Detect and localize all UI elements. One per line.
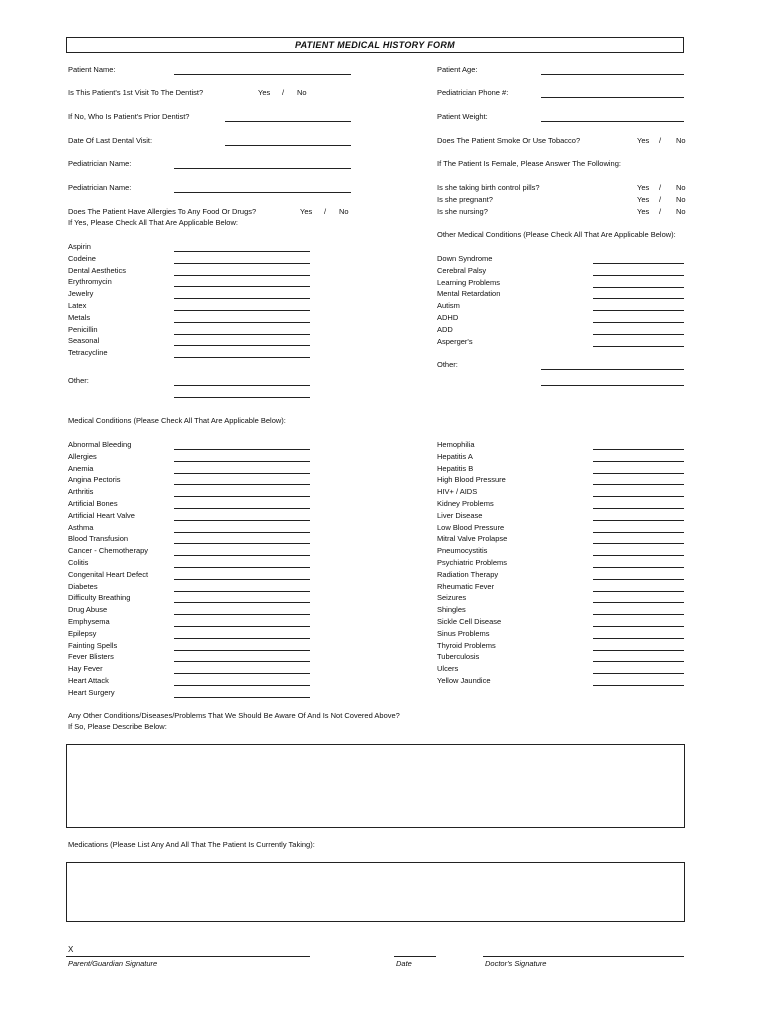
allergy-checkline[interactable]: [174, 334, 310, 335]
medical-condition-item: Artificial Bones: [68, 499, 118, 508]
allergies-no[interactable]: No: [339, 207, 349, 216]
female-slash: /: [659, 207, 662, 216]
date-line[interactable]: [394, 956, 436, 957]
medical-condition-checkline[interactable]: [593, 567, 684, 568]
date-label: Date: [396, 959, 412, 968]
female-yes[interactable]: Yes: [637, 195, 650, 204]
medical-condition-item: Difficulty Breathing: [68, 593, 131, 603]
female-slash: /: [659, 195, 662, 204]
medical-condition-item: Hepatitis A: [437, 451, 473, 461]
medical-condition-checkline[interactable]: [174, 484, 310, 485]
pediatrician-name-label-2: Pediatrician Name:: [68, 183, 132, 192]
pediatrician-name-field-2[interactable]: [174, 192, 351, 193]
smoke-yes[interactable]: Yes: [637, 136, 650, 145]
female-heading: If The Patient Is Female, Please Answer The Following:: [437, 159, 621, 168]
other-right-field-2[interactable]: [541, 385, 684, 386]
medical-condition-item: Colitis: [68, 558, 89, 567]
medical-condition-item: Artificial Heart Valve: [68, 510, 135, 520]
other-condition-checkline[interactable]: [593, 334, 684, 335]
medical-condition-checkline[interactable]: [593, 520, 684, 521]
allergy-item: Metals: [68, 312, 91, 322]
medical-condition-checkline[interactable]: [593, 496, 684, 497]
other-condition-checkline[interactable]: [593, 287, 684, 288]
other-condition-item: Mental Retardation: [437, 289, 501, 299]
medical-condition-checkline[interactable]: [174, 520, 310, 521]
female-question: Is she taking birth control pills?: [437, 183, 540, 192]
female-question: Is she pregnant?: [437, 195, 493, 204]
medical-condition-item: Sickle Cell Disease: [437, 617, 502, 626]
medical-condition-item: Epilepsy: [68, 628, 97, 638]
medical-condition-checkline[interactable]: [593, 461, 684, 462]
allergy-item: Tetracycline: [68, 348, 108, 358]
patient-weight-label: Patient Weight:: [437, 112, 488, 121]
allergy-checkline[interactable]: [174, 357, 310, 358]
other-conditions-heading: Other Medical Conditions (Please Check All That Are Applicable Below):: [437, 230, 676, 239]
medical-condition-checkline[interactable]: [174, 697, 310, 698]
medical-condition-checkline[interactable]: [174, 496, 310, 497]
medical-condition-item: Fainting Spells: [68, 640, 118, 650]
female-yes[interactable]: Yes: [637, 207, 650, 216]
female-no[interactable]: No: [676, 183, 686, 192]
first-visit-yes[interactable]: Yes: [258, 88, 271, 97]
last-visit-label: Date Of Last Dental Visit:: [68, 136, 153, 145]
allergies-question: Does The Patient Have Allergies To Any Food Or Drugs?: [68, 207, 257, 216]
medical-condition-checkline[interactable]: [174, 508, 310, 509]
medical-condition-item: Fever Blisters: [68, 652, 114, 662]
medical-condition-item: Radiation Therapy: [437, 569, 499, 579]
pediatrician-phone-label: Pediatrician Phone #:: [437, 88, 509, 97]
medical-condition-checkline[interactable]: [593, 449, 684, 450]
medical-condition-checkline[interactable]: [593, 555, 684, 556]
medical-condition-checkline[interactable]: [593, 484, 684, 485]
medical-condition-checkline[interactable]: [174, 661, 310, 662]
pediatrician-phone-field[interactable]: [541, 97, 684, 98]
medical-condition-checkline[interactable]: [174, 591, 310, 592]
medical-condition-item: Allergies: [68, 451, 97, 461]
medical-condition-item: Hay Fever: [68, 664, 103, 674]
other-condition-item: Down Syndrome: [437, 254, 493, 263]
form-title: PATIENT MEDICAL HISTORY FORM: [295, 40, 455, 50]
medical-condition-item: Yellow Jaundice: [437, 676, 491, 685]
medical-condition-item: Thyroid Problems: [437, 640, 496, 650]
medical-condition-item: Emphysema: [68, 617, 110, 626]
medical-condition-item: Diabetes: [68, 581, 98, 591]
prior-dentist-field[interactable]: [225, 121, 351, 122]
medical-condition-checkline[interactable]: [174, 638, 310, 639]
medical-condition-item: Rheumatic Fever: [437, 581, 495, 591]
medical-condition-item: Heart Attack: [68, 676, 109, 685]
other-right-label: Other:: [437, 360, 458, 369]
medical-condition-checkline[interactable]: [174, 555, 310, 556]
allergies-yes[interactable]: Yes: [300, 207, 313, 216]
other-condition-checkline[interactable]: [593, 346, 684, 347]
medical-condition-item: Angina Pectoris: [68, 475, 121, 485]
medical-condition-checkline[interactable]: [593, 673, 684, 674]
medical-condition-checkline[interactable]: [593, 579, 684, 580]
medical-condition-item: Mitral Valve Prolapse: [437, 534, 508, 544]
other-left-field-1[interactable]: [174, 385, 310, 386]
patient-age-label: Patient Age:: [437, 65, 478, 74]
smoke-slash: /: [659, 136, 662, 145]
female-slash: /: [659, 183, 662, 192]
medical-condition-checkline[interactable]: [174, 543, 310, 544]
other-condition-item: Learning Problems: [437, 277, 500, 287]
signature-x-mark: X: [68, 945, 74, 954]
allergy-item: Erythromycin: [68, 277, 112, 287]
allergy-checkline[interactable]: [174, 310, 310, 311]
doctor-signature-line[interactable]: [483, 956, 684, 957]
medical-condition-item: Seizures: [437, 593, 467, 603]
other-condition-checkline[interactable]: [593, 275, 684, 276]
medical-condition-checkline[interactable]: [174, 673, 310, 674]
medical-condition-item: HIV+ / AIDS: [437, 487, 478, 497]
medical-condition-checkline[interactable]: [593, 661, 684, 662]
allergy-checkline[interactable]: [174, 286, 310, 287]
allergy-checkline[interactable]: [174, 298, 310, 299]
medical-condition-checkline[interactable]: [593, 638, 684, 639]
medical-condition-item: Drug Abuse: [68, 605, 108, 615]
medical-condition-item: Shingles: [437, 605, 466, 615]
female-no[interactable]: No: [676, 207, 686, 216]
medical-condition-item: Liver Disease: [437, 510, 483, 520]
medical-condition-item: Psychiatric Problems: [437, 558, 508, 567]
patient-weight-field[interactable]: [541, 121, 684, 122]
other-right-field-1[interactable]: [541, 369, 684, 370]
medical-condition-item: Anemia: [68, 463, 94, 473]
first-visit-no[interactable]: No: [297, 88, 307, 97]
medical-condition-item: Kidney Problems: [437, 499, 494, 508]
allergy-checkline[interactable]: [174, 251, 310, 252]
pediatrician-name-label-1: Pediatrician Name:: [68, 159, 132, 168]
medical-condition-checkline[interactable]: [593, 543, 684, 544]
medical-condition-checkline[interactable]: [174, 473, 310, 474]
other-condition-checkline[interactable]: [593, 322, 684, 323]
medical-condition-checkline[interactable]: [174, 579, 310, 580]
parent-signature-line[interactable]: [66, 956, 310, 957]
allergy-item: Aspirin: [68, 242, 91, 251]
other-condition-checkline[interactable]: [593, 310, 684, 311]
medical-condition-item: Hepatitis B: [437, 463, 474, 473]
medical-condition-item: Congenital Heart Defect: [68, 569, 149, 579]
allergy-item: Penicillin: [68, 324, 98, 334]
allergy-item: Dental Aesthetics: [68, 265, 126, 275]
other-condition-checkline[interactable]: [593, 298, 684, 299]
parent-signature-label: Parent/Guardian Signature: [68, 959, 158, 968]
allergies-slash: /: [324, 207, 327, 216]
medical-condition-checkline[interactable]: [593, 532, 684, 533]
medications-textbox[interactable]: [66, 862, 685, 922]
medical-condition-checkline[interactable]: [593, 614, 684, 615]
medical-condition-checkline[interactable]: [174, 602, 310, 603]
medical-condition-checkline[interactable]: [174, 685, 310, 686]
any-other-question: Any Other Conditions/Diseases/Problems That We Should Be Aware Of And Is Not Covered Above?: [68, 711, 400, 720]
medical-condition-checkline[interactable]: [174, 532, 310, 533]
medical-condition-item: Asthma: [68, 522, 94, 532]
first-visit-label: Is This Patient's 1st Visit To The Dentist?: [68, 88, 204, 97]
last-visit-field[interactable]: [225, 145, 351, 146]
medications-label: Medications (Please List Any And All That The Patient Is Currently Taking):: [68, 840, 315, 849]
other-condition-item: ADD: [437, 324, 453, 334]
medical-condition-item: Blood Transfusion: [68, 534, 129, 544]
first-visit-slash: /: [282, 88, 285, 97]
medical-condition-checkline[interactable]: [593, 626, 684, 627]
smoke-no[interactable]: No: [676, 136, 686, 145]
allergy-checkline[interactable]: [174, 345, 310, 346]
medical-condition-checkline[interactable]: [174, 449, 310, 450]
other-condition-item: Asperger's: [437, 336, 473, 346]
pediatrician-name-field-1[interactable]: [174, 168, 351, 169]
medical-condition-item: Hemophilia: [437, 440, 475, 449]
medical-condition-checkline[interactable]: [174, 567, 310, 568]
patient-name-label: Patient Name:: [68, 65, 116, 74]
medical-condition-item: Tuberculosis: [437, 652, 480, 662]
medical-condition-item: Heart Surgery: [68, 687, 115, 697]
smoke-label: Does The Patient Smoke Or Use Tobacco?: [437, 136, 581, 145]
patient-name-field[interactable]: [174, 74, 351, 75]
allergy-item: Jewelry: [68, 289, 94, 299]
other-condition-item: Autism: [437, 301, 460, 311]
medical-condition-item: Ulcers: [437, 664, 459, 674]
medical-condition-item: Low Blood Pressure: [437, 522, 505, 532]
medical-condition-item: Pneumocystitis: [437, 546, 488, 556]
doctor-signature-label: Doctor's Signature: [485, 959, 547, 968]
medical-condition-item: Arthritis: [68, 487, 94, 497]
allergy-item: Codeine: [68, 253, 96, 263]
medical-condition-checkline[interactable]: [593, 591, 684, 592]
medical-condition-checkline[interactable]: [174, 461, 310, 462]
prior-dentist-label: If No, Who Is Patient's Prior Dentist?: [68, 112, 190, 121]
other-condition-item: Cerebral Palsy: [437, 265, 487, 275]
allergy-checkline[interactable]: [174, 322, 310, 323]
medical-condition-checkline[interactable]: [593, 650, 684, 651]
medical-condition-checkline[interactable]: [593, 685, 684, 686]
allergy-item: Seasonal: [68, 336, 100, 346]
medical-condition-checkline[interactable]: [593, 602, 684, 603]
other-condition-item: ADHD: [437, 313, 459, 322]
other-condition-checkline[interactable]: [593, 263, 684, 264]
medical-condition-item: Sinus Problems: [437, 628, 490, 638]
describe-textbox[interactable]: [66, 744, 685, 828]
medical-condition-item: Abnormal Bleeding: [68, 440, 132, 449]
medical-condition-item: High Blood Pressure: [437, 475, 506, 485]
female-question: Is she nursing?: [437, 207, 488, 216]
medical-condition-checkline[interactable]: [174, 614, 310, 615]
other-left-label: Other:: [68, 376, 89, 385]
medical-condition-checkline[interactable]: [593, 473, 684, 474]
female-no[interactable]: No: [676, 195, 686, 204]
medical-condition-checkline[interactable]: [593, 508, 684, 509]
medical-condition-item: Cancer - Chemotherapy: [68, 546, 149, 556]
female-yes[interactable]: Yes: [637, 183, 650, 192]
medical-heading: Medical Conditions (Please Check All That Are Applicable Below):: [68, 416, 286, 425]
allergy-checkline[interactable]: [174, 263, 310, 264]
other-left-field-2[interactable]: [174, 397, 310, 398]
describe-label: If So, Please Describe Below:: [68, 722, 167, 731]
medical-condition-checkline[interactable]: [174, 650, 310, 651]
allergies-check-instruction: If Yes, Please Check All That Are Applicable Below:: [68, 218, 238, 227]
allergy-checkline[interactable]: [174, 275, 310, 276]
medical-condition-checkline[interactable]: [174, 626, 310, 627]
allergy-item: Latex: [68, 301, 87, 310]
title-box: [66, 37, 684, 53]
patient-age-field[interactable]: [541, 74, 684, 75]
